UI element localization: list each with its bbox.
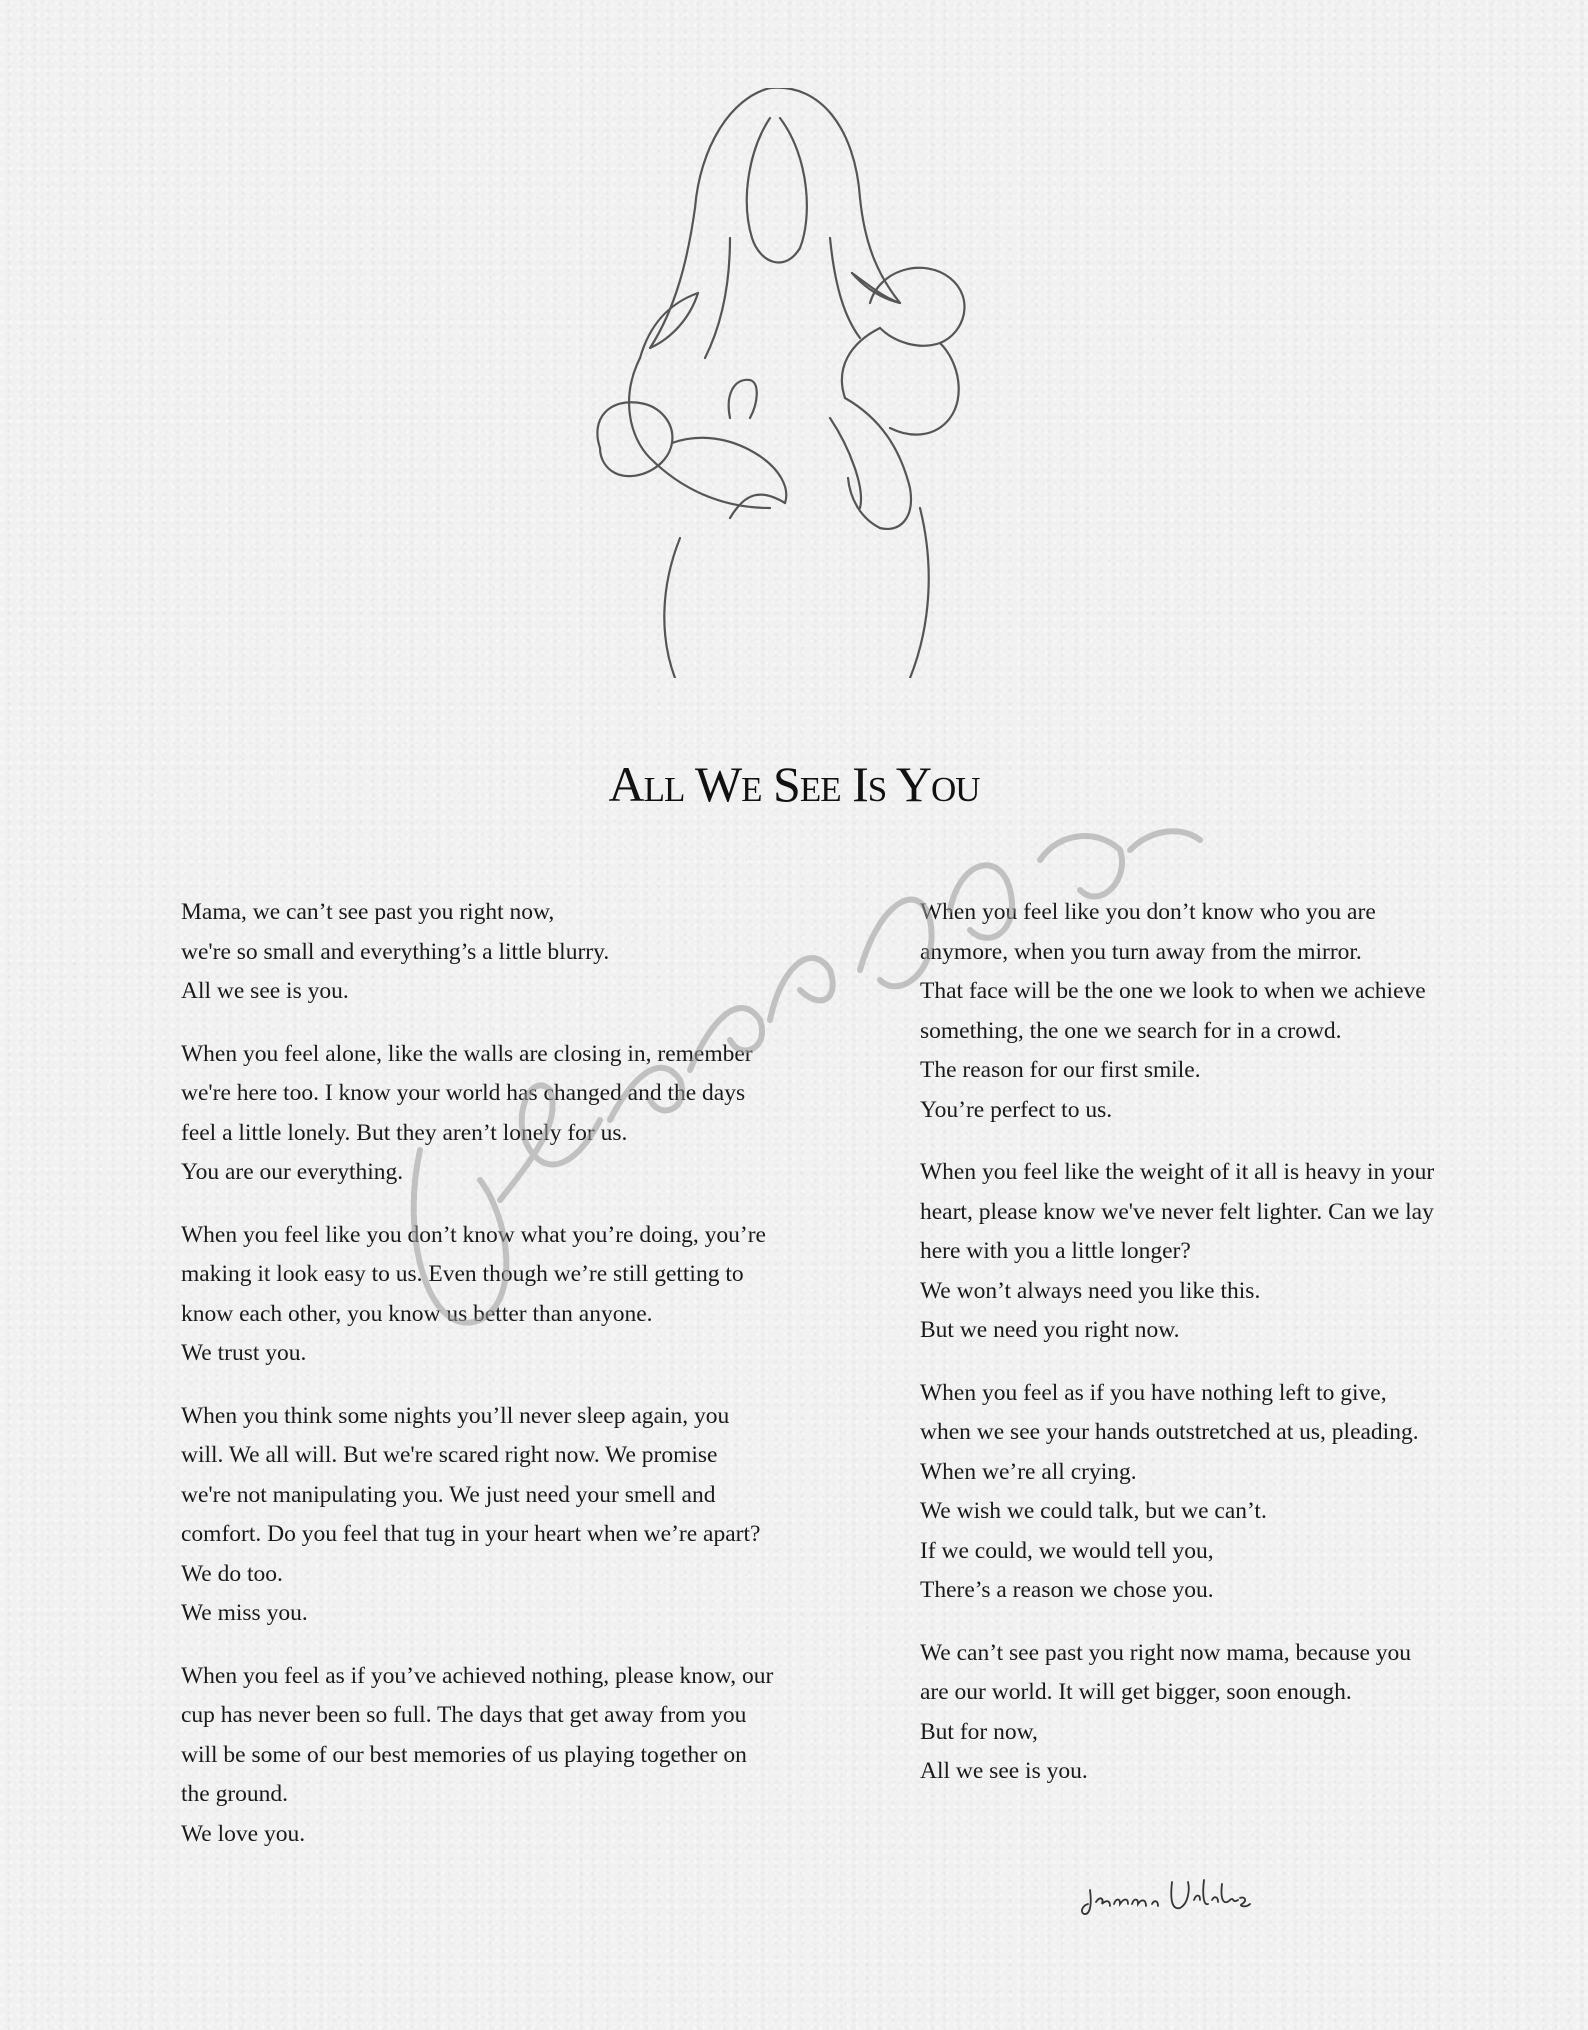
- poem-line: All we see is you.: [181, 978, 349, 1004]
- stanza: [181, 1035, 821, 1193]
- poem-line: All we see is you.: [920, 1758, 1088, 1784]
- stanza: [181, 893, 821, 1012]
- poem-title: All We See Is You: [608, 756, 980, 812]
- poem-line: heart, please know we've never felt lighter. Can we lay: [920, 1198, 1434, 1225]
- poem-line: When you feel as if you’ve achieved nothing, please know, our: [181, 1662, 774, 1689]
- poem-line: anymore, when you turn away from the mirror.: [920, 938, 1362, 965]
- poem-line: the ground.: [181, 1781, 289, 1807]
- mother-with-twins-line-drawing: [580, 88, 1040, 678]
- poem-line: But for now,: [920, 1718, 1038, 1745]
- poem-line: Mama, we can’t see past you right now,: [181, 899, 555, 925]
- poem-line: we're so small and everything’s a little blurry.: [181, 938, 610, 965]
- author-signature: [1080, 1870, 1255, 1920]
- stanza: [920, 893, 1480, 1130]
- poem-line: know each other, you know us better than anyone.: [181, 1300, 653, 1327]
- poem-line: we're here too. I know your world has changed and the days: [181, 1080, 746, 1106]
- poem-line: We trust you.: [181, 1340, 307, 1366]
- poem-line: comfort. Do you feel that tug in your heart when we’re apart?: [181, 1521, 761, 1547]
- poem-line: When we’re all crying.: [920, 1458, 1137, 1485]
- poem-line: are our world. It will get bigger, soon enough.: [920, 1679, 1352, 1705]
- poem-line: That face will be the one we look to when we achieve: [920, 978, 1426, 1004]
- poem-line: feel a little lonely. But they aren’t lonely for us.: [181, 1119, 628, 1146]
- poem-line: You are our everything.: [181, 1159, 404, 1185]
- poem-line: cup has never been so full. The days that get away from you: [181, 1702, 747, 1728]
- poem-line: When you feel alone, like the walls are closing in, remember: [181, 1040, 753, 1067]
- poem-line: will. We all will. But we're scared right now. We promise: [181, 1442, 718, 1468]
- poem-right-column: [920, 893, 1480, 1815]
- stanza: [181, 1216, 821, 1374]
- poem-line: When you feel as if you have nothing left to give,: [920, 1379, 1387, 1406]
- poem-line: But we need you right now.: [920, 1317, 1180, 1343]
- stanza: [920, 1374, 1480, 1611]
- poem-line: If we could, we would tell you,: [920, 1537, 1214, 1564]
- stanza: [181, 1657, 821, 1855]
- poem-line: We love you.: [181, 1820, 306, 1847]
- poem-line: We miss you.: [181, 1600, 308, 1626]
- poem-line: when we see your hands outstretched at us, pleading.: [920, 1419, 1419, 1445]
- stanza: [920, 1153, 1480, 1351]
- poem-line: We do too.: [181, 1560, 283, 1587]
- poem-line: The reason for our first smile.: [920, 1057, 1201, 1083]
- poem-line: When you think some nights you’ll never sleep again, you: [181, 1402, 730, 1429]
- poem-line: You’re perfect to us.: [920, 1096, 1113, 1123]
- stanza: [181, 1397, 821, 1634]
- stanza: [920, 1634, 1480, 1792]
- poem-line: There’s a reason we chose you.: [920, 1577, 1214, 1603]
- poem-line: We won’t always need you like this.: [920, 1277, 1261, 1304]
- poem-line: When you feel like the weight of it all is heavy in your: [920, 1159, 1435, 1185]
- poem-line: When you feel like you don’t know who you are: [920, 899, 1376, 925]
- poem-line: We can’t see past you right now mama, because you: [920, 1639, 1412, 1666]
- poem-line: something, the one we search for in a crowd.: [920, 1017, 1342, 1044]
- poem-line: we're not manipulating you. We just need your smell and: [181, 1481, 716, 1508]
- poem-line: will be some of our best memories of us playing together on: [181, 1741, 747, 1768]
- poem-line: making it look easy to us. Even though we’re still getting to: [181, 1261, 744, 1287]
- poem-left-column: [181, 893, 821, 1877]
- poem-line: here with you a little longer?: [920, 1238, 1191, 1264]
- poem-line: We wish we could talk, but we can’t.: [920, 1498, 1267, 1524]
- poem-line: When you feel like you don’t know what you’re doing, you’re: [181, 1221, 766, 1248]
